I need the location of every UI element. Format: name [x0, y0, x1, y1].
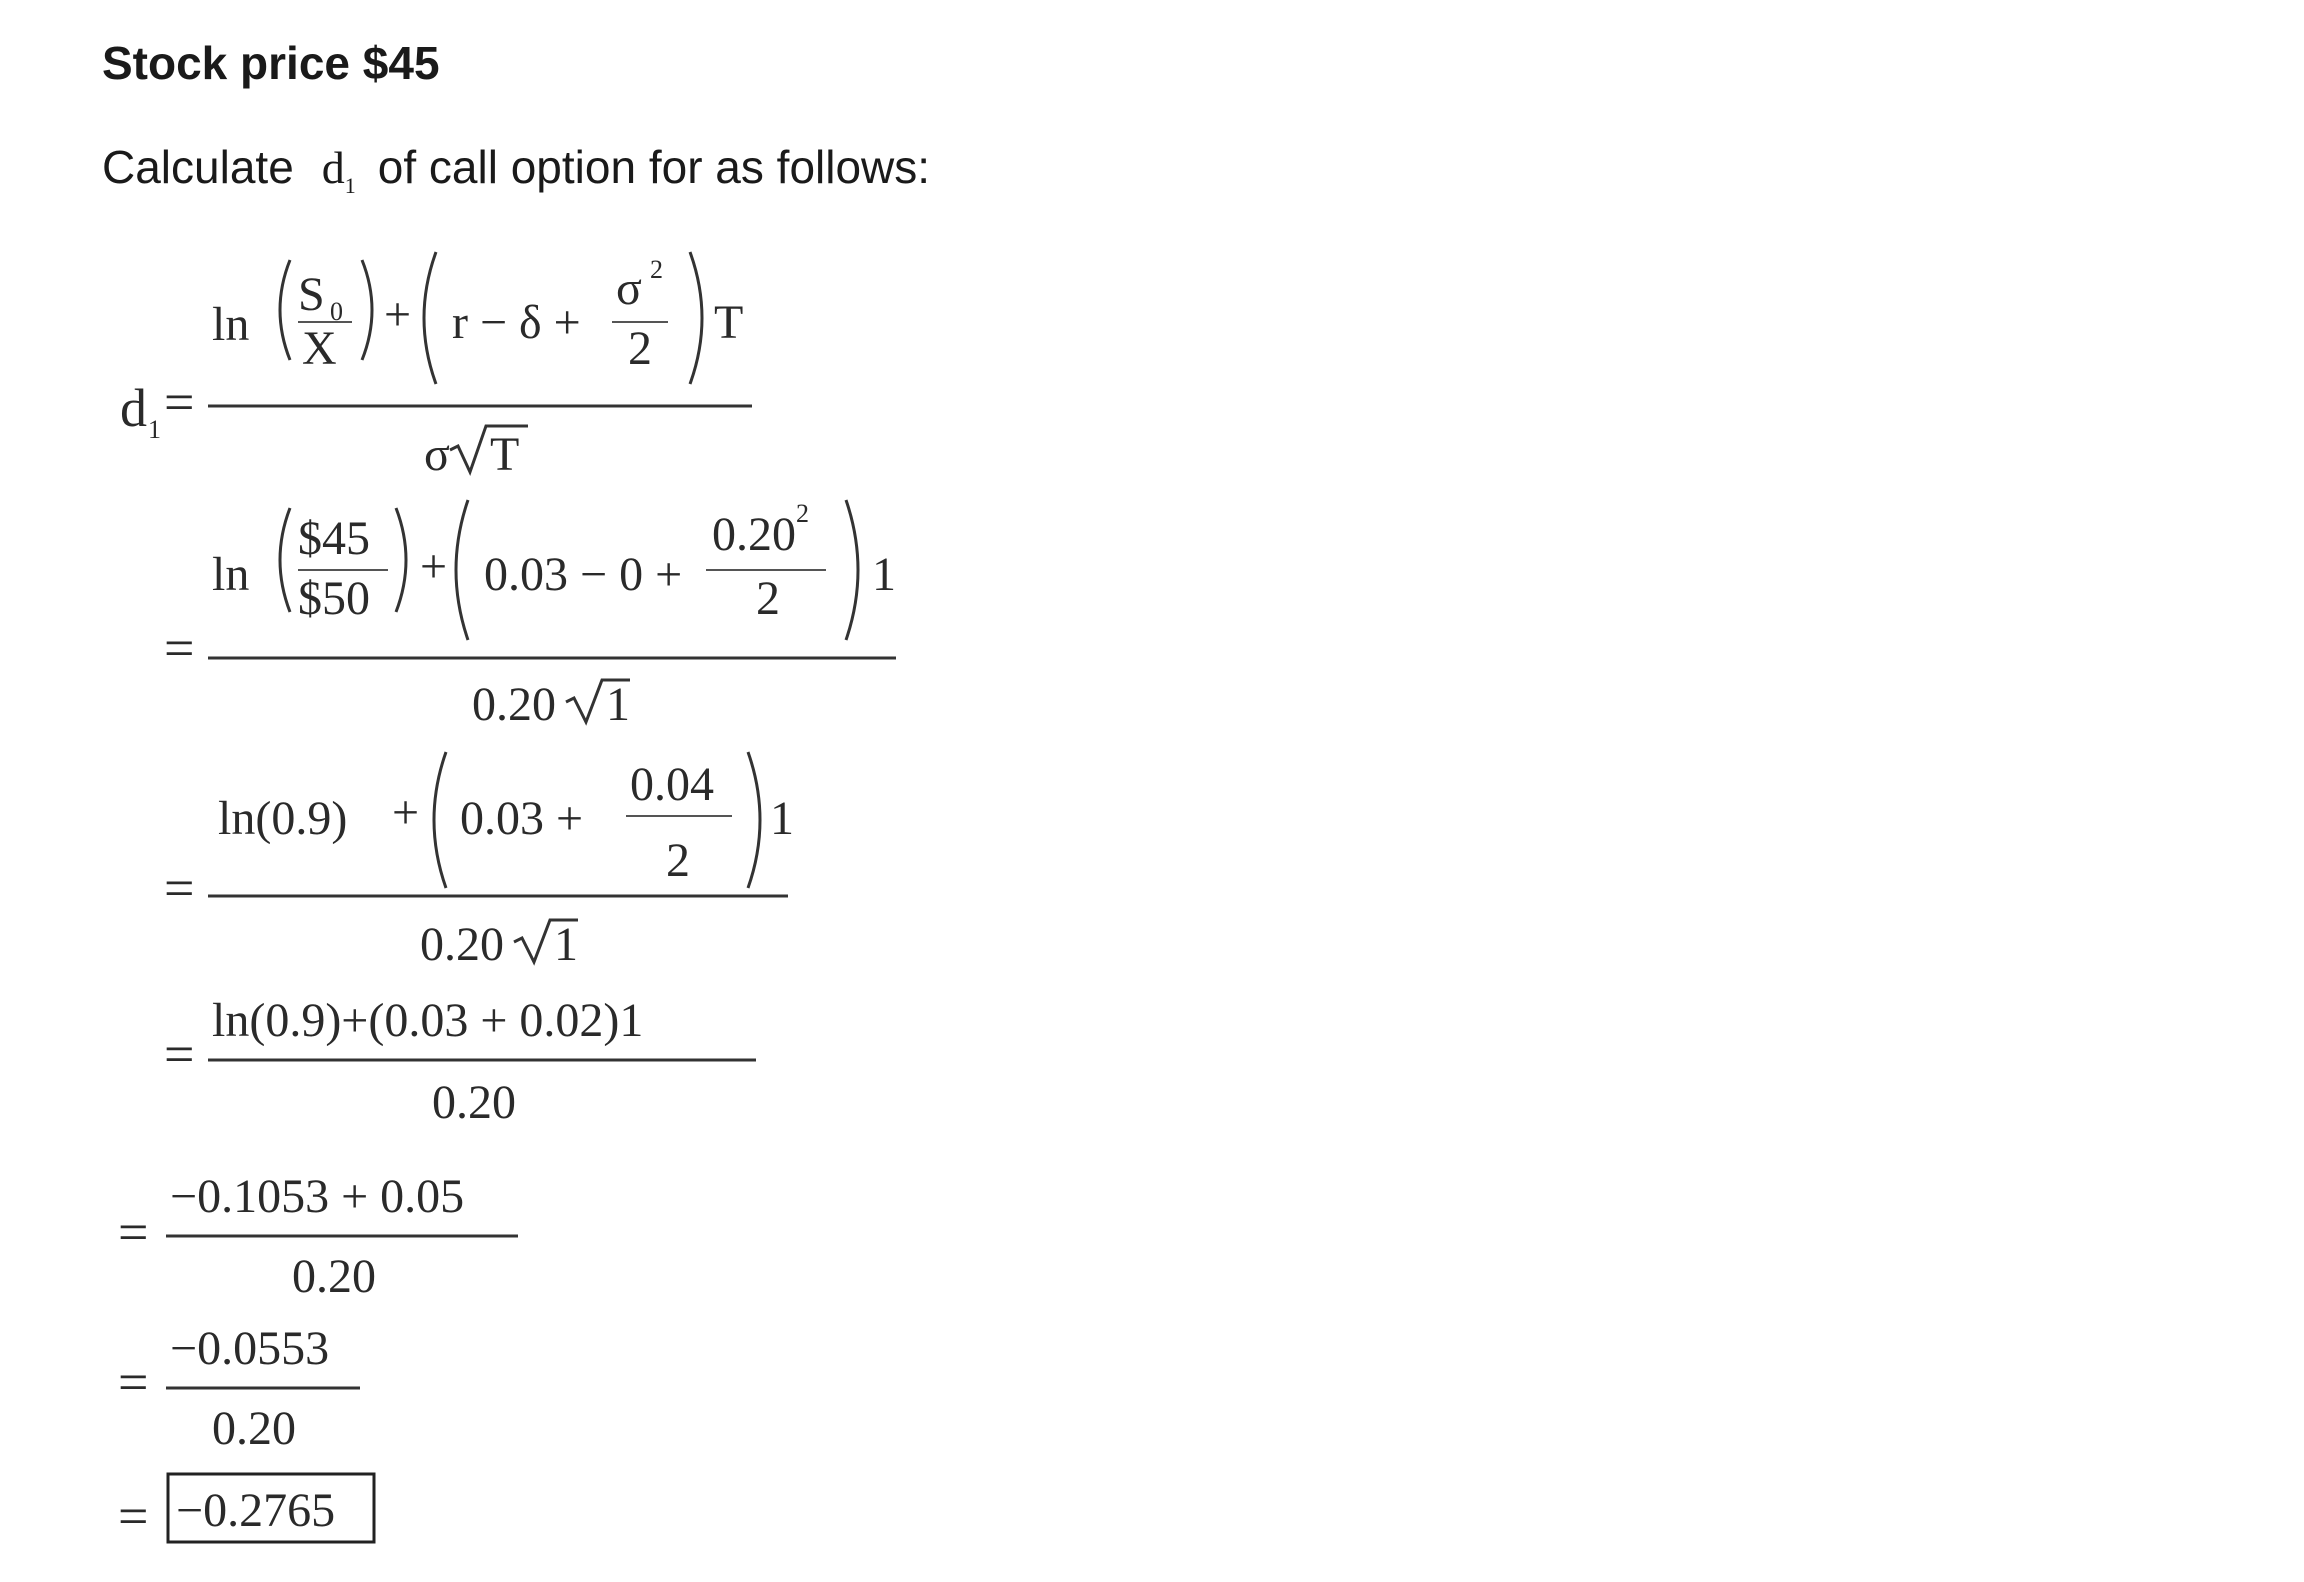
lhs-d: d — [120, 378, 147, 438]
equals-2: = — [164, 618, 195, 678]
intro-before: Calculate — [102, 141, 294, 193]
formula-step-4 — [164, 994, 756, 1129]
two-denominator: 2 — [628, 322, 652, 375]
plus-2: + — [420, 540, 448, 593]
formula-step-6 — [118, 1322, 360, 1455]
plus-1: + — [384, 288, 412, 341]
equals-7: = — [118, 1486, 149, 1546]
s0-subscript: 0 — [330, 297, 343, 326]
formula-step-1 — [120, 252, 752, 481]
rate-plus-3: 0.03 + — [460, 792, 584, 845]
intro-after: of call option for as follows: — [377, 141, 931, 193]
r-minus-delta: r − δ + — [452, 296, 581, 349]
x-value: $50 — [298, 572, 370, 625]
formula-step-3 — [164, 752, 794, 971]
formula-step-5 — [118, 1170, 518, 1303]
equals-4: = — [164, 1024, 195, 1084]
volatility-value: 0.20 — [712, 508, 796, 561]
s0-letter: S — [298, 268, 325, 321]
sigma-letter: σ — [616, 262, 642, 315]
equals-1: = — [164, 372, 195, 432]
denominator-coef-3: 0.20 — [420, 918, 504, 971]
page-title: Stock price $45 — [102, 37, 440, 89]
ln-label: ln — [212, 298, 250, 351]
s0-value: $45 — [298, 512, 370, 565]
equals-5: = — [118, 1202, 149, 1262]
formula-result — [118, 1474, 374, 1546]
denominator-root-2: 1 — [606, 678, 630, 731]
variance-value-3: 0.04 — [630, 758, 714, 811]
ln-ratio-3: ln(0.9) — [218, 792, 348, 845]
lhs-d-subscript: 1 — [148, 415, 161, 444]
intro-symbol: $d_1$ — [321, 142, 356, 199]
rate-minus-yield: 0.03 − 0 + — [484, 548, 683, 601]
x-letter: X — [302, 322, 337, 375]
time-value: 1 — [872, 548, 896, 601]
denominator-5: 0.20 — [292, 1250, 376, 1303]
denominator-4: 0.20 — [432, 1076, 516, 1129]
left-paren-2 — [280, 508, 290, 612]
volatility-squared: 2 — [796, 499, 809, 528]
right-paren — [362, 260, 372, 360]
denominator-sigma: σ — [424, 428, 450, 481]
two-denominator-3: 2 — [666, 834, 690, 887]
sigma-squared: 2 — [650, 255, 663, 284]
t-letter: T — [714, 296, 744, 349]
denominator-6: 0.20 — [212, 1402, 296, 1455]
left-paren-big-2 — [456, 500, 468, 640]
time-value-3: 1 — [770, 792, 794, 845]
right-paren-big-3 — [748, 752, 760, 888]
denominator-root-3: 1 — [554, 918, 578, 971]
result-value: −0.2765 — [176, 1484, 336, 1537]
numerator-4: ln(0.9)+(0.03 + 0.02)1 — [212, 994, 644, 1047]
two-denominator-2: 2 — [756, 572, 780, 625]
left-paren-big-3 — [434, 752, 446, 888]
denominator-coef-2: 0.20 — [472, 678, 556, 731]
plus-3: + — [392, 786, 420, 839]
denominator-t: T — [490, 428, 520, 481]
equals-3: = — [164, 858, 195, 918]
right-paren-big-2 — [846, 500, 858, 640]
numerator-5: −0.1053 + 0.05 — [170, 1170, 465, 1223]
left-paren-big — [424, 252, 436, 384]
right-paren-2 — [396, 508, 406, 612]
right-paren-big — [690, 252, 702, 384]
left-paren — [280, 260, 290, 360]
formula-step-2 — [164, 499, 896, 731]
equals-6: = — [118, 1352, 149, 1412]
numerator-6: −0.0553 — [170, 1322, 330, 1375]
ln-label-2: ln — [212, 548, 250, 601]
